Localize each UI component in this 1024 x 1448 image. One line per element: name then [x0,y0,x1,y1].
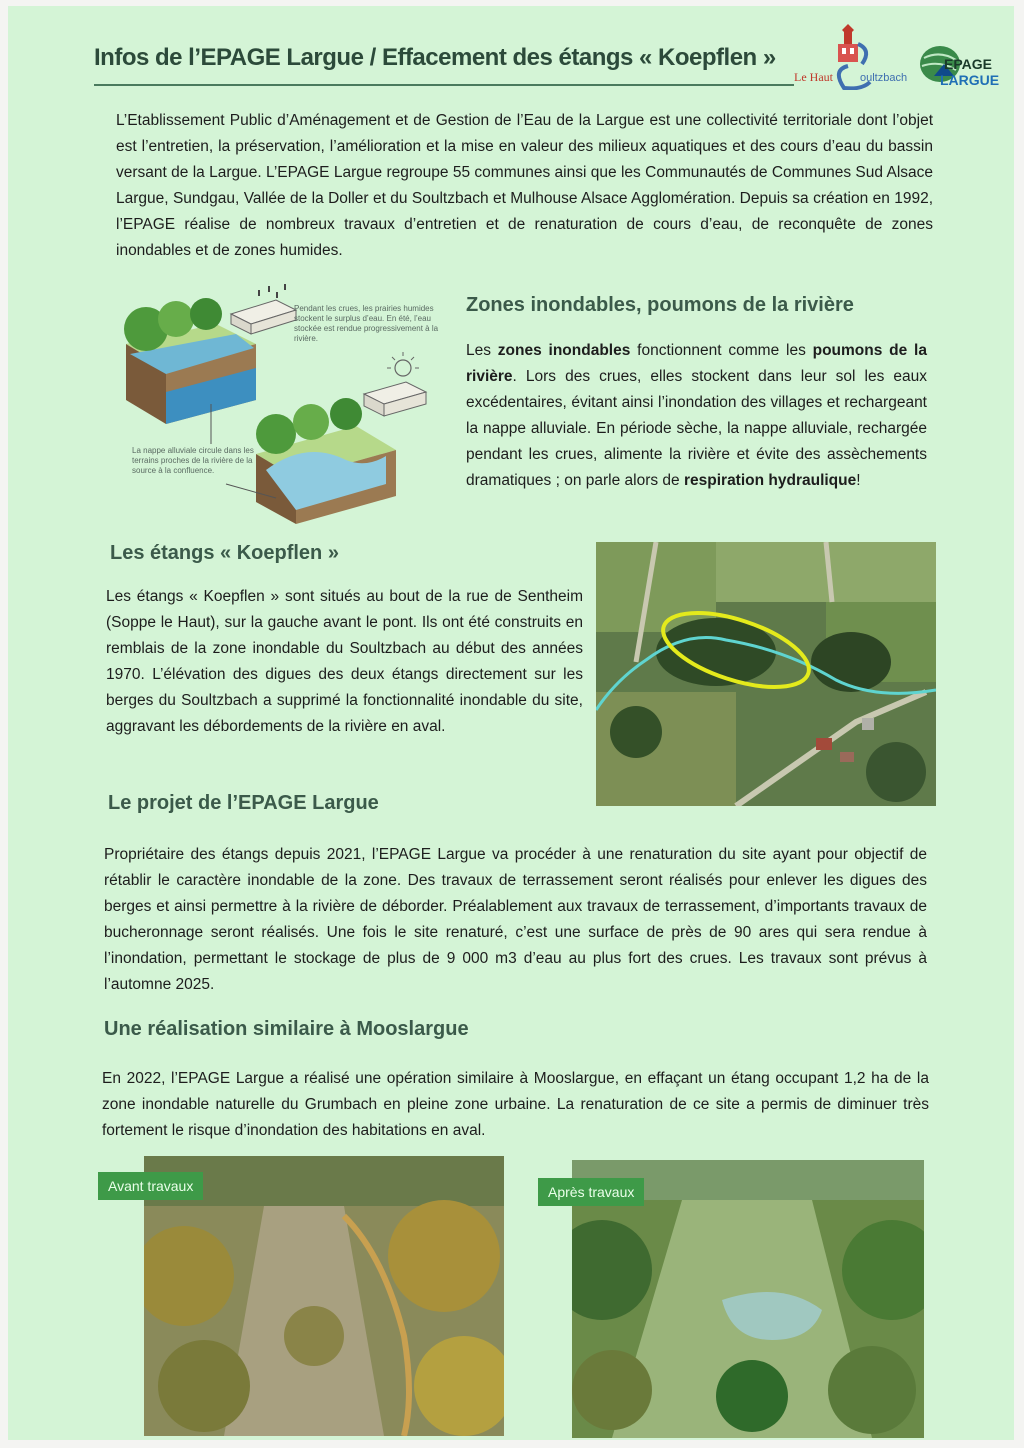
zones-text-4: ! [856,472,861,489]
zones-text-1: Les [466,342,498,359]
intro-paragraph: L’Etablissement Public d’Aménagement et de Gestion de l’Eau de la Largue est une collectivité territoriale dont l’objet est l’entretien, la préservation, l’amélioration et la mise en valeur des milieux aquatiques et des cours d’eau du bassin versant de la Largue. L’EPAGE Largue regroupe 55 communes ainsi que les Communautés de Communes Sud Alsace Largue, Sundgau, Vallée de la Doller et du Soultzbach et Mulhouse Alsace Agglomération. Depuis sa création en 1992, l’EPAGE réalise de nombreux travaux d’entretien et de renaturation de cours d’eau, de reconquête de zones inondables et de zones humides. [116,112,933,259]
zones-bold-1: zones inondables [497,342,631,359]
illustration-caption-bottom: La nappe alluviale circule dans les terrains proches de la rivière de la source à la confluence. [132,446,254,475]
projet-paragraph: Propriétaire des étangs depuis 2021, l’EPAGE Largue va procéder à une renaturation du site ayant pour objectif de rétablir le caractère inondable de la zone. Des travaux de terrassement seront réalisés pour enlever les digues des berges et ainsi permettre à la rivière de déborder. Préalablement aux travaux de terrassement, d’importants travaux de bucheronnage seront réalisés. Une fois le site renaturé, c’est une surface de près de 90 ares qui sera rendue à l’inondation, permettant le stockage de plus de 9 000 m3 d’eau au plus fort des crues. Les travaux sont prévus à l’automne 2025. [104,846,927,993]
page-title: Infos de l’EPAGE Largue / Effacement des étangs « Koepflen » [94,44,776,71]
logo-text-epage: EPAGE [944,56,992,72]
page [8,6,1014,1440]
title-underline [94,84,794,86]
zones-title: Zones inondables, poumons de la rivière [466,294,854,316]
logo-text-soultzbach: oultzbach [860,72,908,84]
logo-text-le-haut: Le Haut [794,70,833,84]
mooslargue-paragraph: En 2022, l’EPAGE Largue a réalisé une opération similaire à Mooslargue, en effaçant un étang occupant 1,2 ha de la zone inondable naturelle du Grumbach en pleine zone urbaine. La renaturation de ce site a permis de diminuer très fortement le risque d’inondation des habitations en aval. [102,1070,929,1139]
koepflen-paragraph: Les étangs « Koepflen » sont situés au bout de la rue de Sentheim (Soppe le Haut), sur la gauche avant le pont. Ils ont été construits en remblais de la zone inondable du Soultzbach au début des années 1970. L’élévation des digues des deux étangs directement sur les berges du Soultzbach a supprimé la fonctionnalité inondable du site, aggravant les débordements de la rivière en aval. [106,588,583,735]
koepflen-title: Les étangs « Koepflen » [110,542,339,564]
logo-text-largue: LARGUE [940,72,1000,88]
illustration-caption-top: Pendant les crues, les prairies humides stockent le surplus d’eau. En été, l’eau stockée est rendue progressivement à la rivière. [294,304,439,343]
aerial-photo [596,542,936,806]
zones-text-3: . Lors des crues, elles stockent dans leur sol les eaux excédentaires, évitant ainsi l’inondation des villages et rechargeant la nappe alluviale. En période sèche, la nappe alluviale, rechargée pendant les crues, alimente la rivière et évite des assèchements dramatiques ; on parle alors de [466,368,927,489]
zones-bold-3: respiration hydraulique [683,472,857,489]
zones-paragraph [466,338,927,494]
mooslargue-title: Une réalisation similaire à Mooslargue [104,1018,469,1040]
zones-text-2: fonctionnent comme les [630,342,813,359]
projet-title: Le projet de l’EPAGE Largue [108,792,379,814]
after-label: Après travaux [538,1178,644,1206]
before-label: Avant travaux [98,1172,203,1200]
zones-bold-2: poumons de la rivière [466,342,927,385]
